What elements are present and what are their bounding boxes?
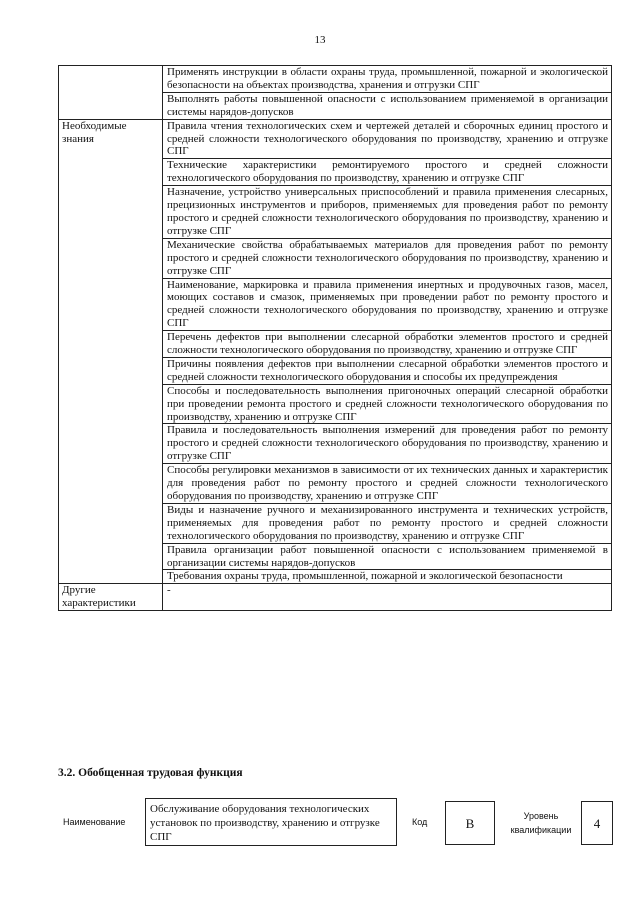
row-description: Применять инструкции в области охраны труда, промышленной, пожарной и экологической безопасности на объектах производства, хранения и отгрузки СПГ [163, 66, 612, 93]
row-description: Перечень дефектов при выполнении слесарной обработки элементов простого и средней сложности технологического оборудования по производству, хранению и отгрузке СПГ [163, 331, 612, 358]
table-row [59, 584, 612, 611]
section-title: 3.2. Обобщенная трудовая функция [58, 767, 243, 779]
table-row [59, 119, 612, 159]
function-code-value: B [445, 801, 495, 845]
row-description: Способы регулировки механизмов в зависимости от их технических данных и характеристик для проведения работ по ремонту простого и средней сложности технологического оборудования по производству, хранению и отгрузке СПГ [163, 464, 612, 504]
row-description: Назначение, устройство универсальных приспособлений и правила применения слесарных, прецизионных инструментов и приборов, применяемых для проведения работ по ремонту простого и средней сложности технологического оборудования по производству, хранению и отгрузке СПГ [163, 186, 612, 239]
row-description: Наименование, маркировка и правила применения инертных и продувочных газов, масел, моющих составов и смазок, применяемых при проведении работ по ремонту простого и средней сложности технологического оборудования по производству, хранению и отгрузке СПГ [163, 278, 612, 331]
row-description: - [163, 584, 612, 611]
qualification-level-label: Уровень квалификации [510, 811, 572, 835]
row-category [59, 66, 163, 120]
table-row [59, 66, 612, 93]
function-code-label: Код [412, 817, 428, 827]
row-description: Выполнять работы повышенной опасности с использованием применяемой в организации системы нарядов-допусков [163, 92, 612, 119]
row-category: Необходимые знания [59, 119, 163, 584]
function-name-value: Обслуживание оборудования технологических установок по производству, хранению и отгрузке СПГ [145, 798, 397, 846]
row-description: Требования охраны труда, промышленной, пожарной и экологической безопасности [163, 570, 612, 584]
row-description: Правила организации работ повышенной опасности с использованием применяемой в организации системы нарядов-допусков [163, 543, 612, 570]
row-description: Технические характеристики ремонтируемого простого и средней сложности технологического оборудования по производству, хранению и отгрузке СПГ [163, 159, 612, 186]
row-category: Другие характеристики [59, 584, 163, 611]
row-description: Виды и назначение ручного и механизированного инструмента и технических устройств, применяемых для проведения работ по ремонту простого и средней сложности технологического оборудования по производству, хранению и отгрузке СПГ [163, 503, 612, 543]
row-description: Правила и последовательность выполнения измерений для проведения работ по ремонту простого и средней сложности технологического оборудования по производству, хранению и отгрузке СПГ [163, 424, 612, 464]
function-name-label: Наименование [63, 817, 126, 827]
page-number: 13 [314, 34, 326, 46]
row-description: Причины появления дефектов при выполнении слесарной обработки элементов простого и средней сложности технологического оборудования и способы их предупреждения [163, 357, 612, 384]
row-description: Механические свойства обрабатываемых материалов для проведения работ по ремонту простого и средней сложности технологического оборудования по производству, хранению и отгрузке СПГ [163, 238, 612, 278]
requirements-table-body [59, 66, 612, 611]
qualification-level-value: 4 [581, 801, 613, 845]
row-description: Правила чтения технологических схем и чертежей деталей и сборочных единиц простого и средней сложности технологического оборудования по производству, хранению и отгрузке СПГ [163, 119, 612, 159]
requirements-table [58, 65, 612, 611]
row-description: Способы и последовательность выполнения пригоночных операций слесарной обработки при проведении ремонта простого и средней сложности технологического оборудования по производству, хранению и отгрузке СПГ [163, 384, 612, 424]
